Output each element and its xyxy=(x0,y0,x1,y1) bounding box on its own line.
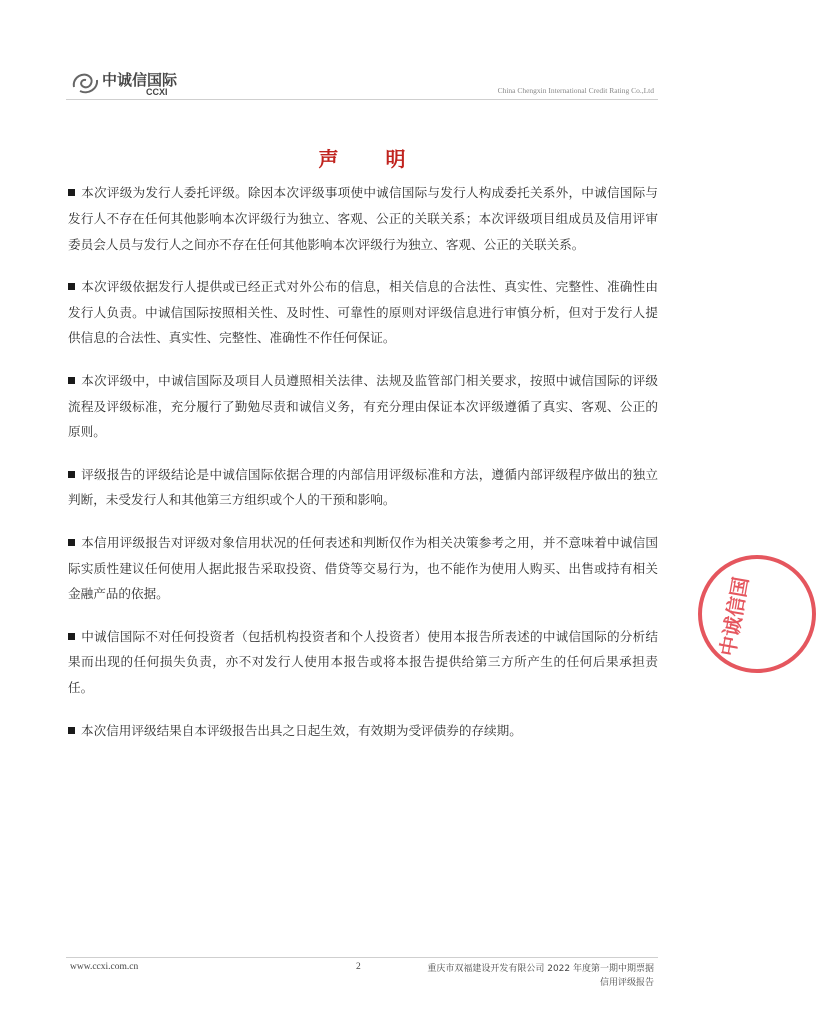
clause-text: 中诚信国际不对任何投资者（包括机构投资者和个人投资者）使用本报告所表述的中诚信国际的分析结果而出现的任何损失负责，亦不对发行人使用本报告或将本报告提供给第三方所产生的任何后果承担责任。 xyxy=(68,628,658,696)
page-number: 2 xyxy=(356,962,361,972)
clause-text: 本次评级依据发行人提供或已经正式对外公布的信息，相关信息的合法性、真实性、完整性、准确性由发行人负责。中诚信国际按照相关性、及时性、可靠性的原则对评级信息进行审慎分析，但对于发行人提供信息的合法性、真实性、完整性、准确性不作任何保证。 xyxy=(68,278,658,346)
stamp-text: 中诚信国 xyxy=(715,575,753,659)
footer-website: www.ccxi.com.cn xyxy=(70,962,139,972)
footer-report-title xyxy=(427,962,654,990)
clause-text: 评级报告的评级结论是中诚信国际依据合理的内部信用评级标准和方法，遵循内部评级程序做出的独立判断，未受发行人和其他第三方组织或个人的干预和影响。 xyxy=(68,466,658,508)
square-bullet-icon xyxy=(68,471,75,478)
company-seal-stamp xyxy=(698,555,816,673)
clause-3 xyxy=(68,368,658,445)
clause-1 xyxy=(68,180,658,257)
clause-text: 本次评级中，中诚信国际及项目人员遵照相关法律、法规及监管部门相关要求，按照中诚信国际的评级流程及评级标准，充分履行了勤勉尽责和诚信义务，有充分理由保证本次评级遵循了真实、客观、公正的原则。 xyxy=(68,372,658,440)
clause-7 xyxy=(68,718,658,744)
square-bullet-icon xyxy=(68,283,75,290)
clause-5 xyxy=(68,530,658,607)
square-bullet-icon xyxy=(68,377,75,384)
clause-text: 本信用评级报告对评级对象信用状况的任何表述和判断仅作为相关决策参考之用，并不意味着中诚信国际实质性建议任何使用人据此报告采取投资、借贷等交易行为，也不能作为使用人购买、出售或持有相关金融产品的依据。 xyxy=(68,534,658,602)
clause-2 xyxy=(68,274,658,351)
footer-divider xyxy=(66,957,658,958)
ccxi-logo xyxy=(70,67,190,101)
clause-text: 本次信用评级结果自本评级报告出具之日起生效，有效期为受评债券的存续期。 xyxy=(81,722,522,738)
report-title-line-2: 信用评级报告 xyxy=(599,978,654,988)
square-bullet-icon xyxy=(68,727,75,734)
clause-4 xyxy=(68,462,658,514)
clause-6 xyxy=(68,624,658,701)
square-bullet-icon xyxy=(68,633,75,640)
report-title-line-1: 重庆市双福建设开发有限公司 2022 年度第一期中期票据 xyxy=(427,964,654,974)
square-bullet-icon xyxy=(68,539,75,546)
header-divider xyxy=(66,99,658,100)
logo-swirl-icon xyxy=(70,67,102,97)
page-title: 声 明 xyxy=(318,147,426,171)
square-bullet-icon xyxy=(68,189,75,196)
logo-chinese-name: 中诚信国际 xyxy=(102,71,178,89)
clause-text: 本次评级为发行人委托评级。除因本次评级事项使中诚信国际与发行人构成委托关系外，中诚信国际与发行人不存在任何其他影响本次评级行为独立、客观、公正的关联关系；本次评级项目组成员及信用评审委员会人员与发行人之间亦不存在任何其他影响本次评级行为独立、客观、公正的关联关系。 xyxy=(68,185,658,252)
declaration-clauses xyxy=(68,180,658,760)
company-english-name: China Chengxin International Credit Rating Co.,Ltd xyxy=(497,86,654,95)
logo-english-name: CCXI xyxy=(146,87,168,97)
